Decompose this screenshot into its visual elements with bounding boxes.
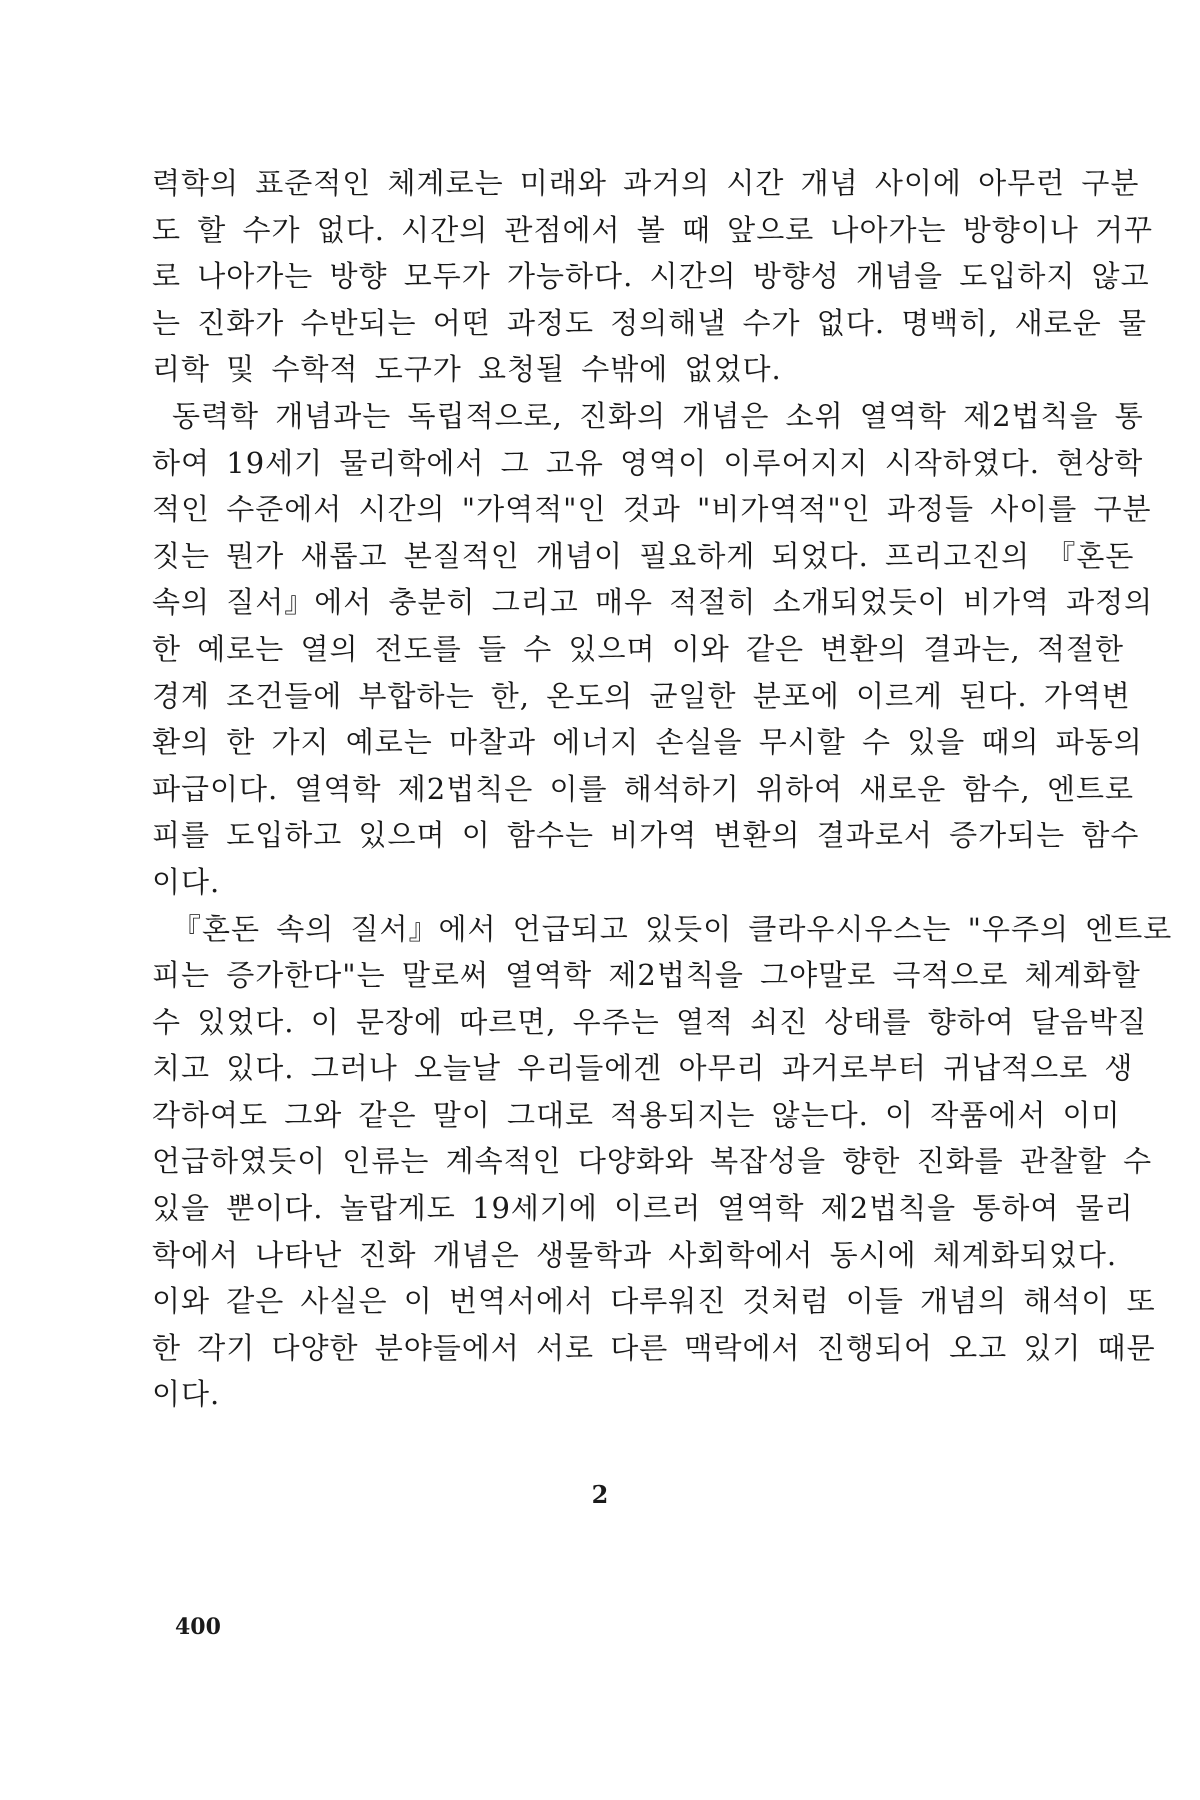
text-line: 수 있었다. 이 문장에 따르면, 우주는 열적 쇠진 상태를 향하여 달음박질 [152,1004,1148,1039]
body-text [152,160,1173,1418]
text-line: 한 예로는 열의 전도를 들 수 있으며 이와 같은 변환의 결과는, 적절한 [152,631,1124,666]
text-line: 각하여도 그와 같은 말이 그대로 적용되지는 않는다. 이 작품에서 이미 [152,1097,1121,1132]
text-line: 이다. [152,1377,221,1412]
text-line: 언급하였듯이 인류는 계속적인 다양화와 복잡성을 향한 진화를 관찰할 수 [152,1144,1153,1179]
text-line: 학에서 나타난 진화 개념은 생물학과 사회학에서 동시에 체계화되었다. [152,1237,1118,1272]
text-line: 는 진화가 수반되는 어떤 과정도 정의해낼 수가 없다. 명백히, 새로운 물 [152,305,1148,340]
text-line: 있을 뿐이다. 놀랍게도 19세기에 이르러 열역학 제2법칙을 통하여 물리 [152,1191,1134,1226]
text-line: 력학의 표준적인 체계로는 미래와 과거의 시간 개념 사이에 아무런 구분 [152,166,1140,200]
text-line: 한 각기 다양한 분야들에서 서로 다른 맥락에서 진행되어 오고 있기 때문 [152,1330,1156,1365]
text-line: 치고 있다. 그러나 오늘날 우리들에겐 아무리 과거로부터 귀납적으로 생 [152,1051,1134,1086]
text-line: 『혼돈 속의 질서』에서 언급되고 있듯이 클라우시우스는 "우주의 엔트로 [172,911,1173,946]
text-line: 환의 한 가지 예로는 마찰과 에너지 손실을 무시할 수 있을 때의 파동의 [152,725,1143,760]
text-line: 속의 질서』에서 충분히 그리고 매우 적절히 소개되었듯이 비가역 과정의 [152,585,1154,620]
text-line: 피는 증가한다"는 말로써 열역학 제2법칙을 그야말로 극적으로 체계화할 [152,958,1141,993]
text-line: 동력학 개념과는 독립적으로, 진화의 개념은 소위 열역학 제2법칙을 통 [172,398,1144,433]
text-line: 이와 같은 사실은 이 번역서에서 다루워진 것처럼 이들 개념의 해석이 또 [152,1284,1156,1319]
text-line: 이다. [152,864,221,899]
text-line: 짓는 뭔가 새롭고 본질적인 개념이 필요하게 되었다. 프리고진의 『혼돈 [152,538,1135,573]
text-line: 적인 수준에서 시간의 "가역적"인 것과 "비가역적"인 과정들 사이를 구분 [152,492,1152,527]
text-line: 파급이다. 열역학 제2법칙은 이를 해석하기 위하여 새로운 함수, 엔트로 [152,771,1135,806]
page-number: 2 [591,1480,609,1509]
text-line: 로 나아가는 방향 모두가 가능하다. 시간의 방향성 개념을 도입하지 않고 [152,259,1150,294]
text-line: 도 할 수가 없다. 시간의 관점에서 볼 때 앞으로 나아가는 방향이나 거꾸 [152,212,1154,247]
text-line: 하여 19세기 물리학에서 그 고유 영역이 이루어지지 시작하였다. 현상학 [152,445,1144,480]
text-line: 경계 조건들에 부합하는 한, 온도의 균일한 분포에 이르게 된다. 가역변 [152,678,1131,713]
text-line: 리학 및 수학적 도구가 요청될 수밖에 없었다. [152,352,782,387]
text-line: 피를 도입하고 있으며 이 함수는 비가역 변환의 결과로서 증가되는 함수 [152,818,1140,853]
footer-page-number: 400 [175,1614,221,1640]
